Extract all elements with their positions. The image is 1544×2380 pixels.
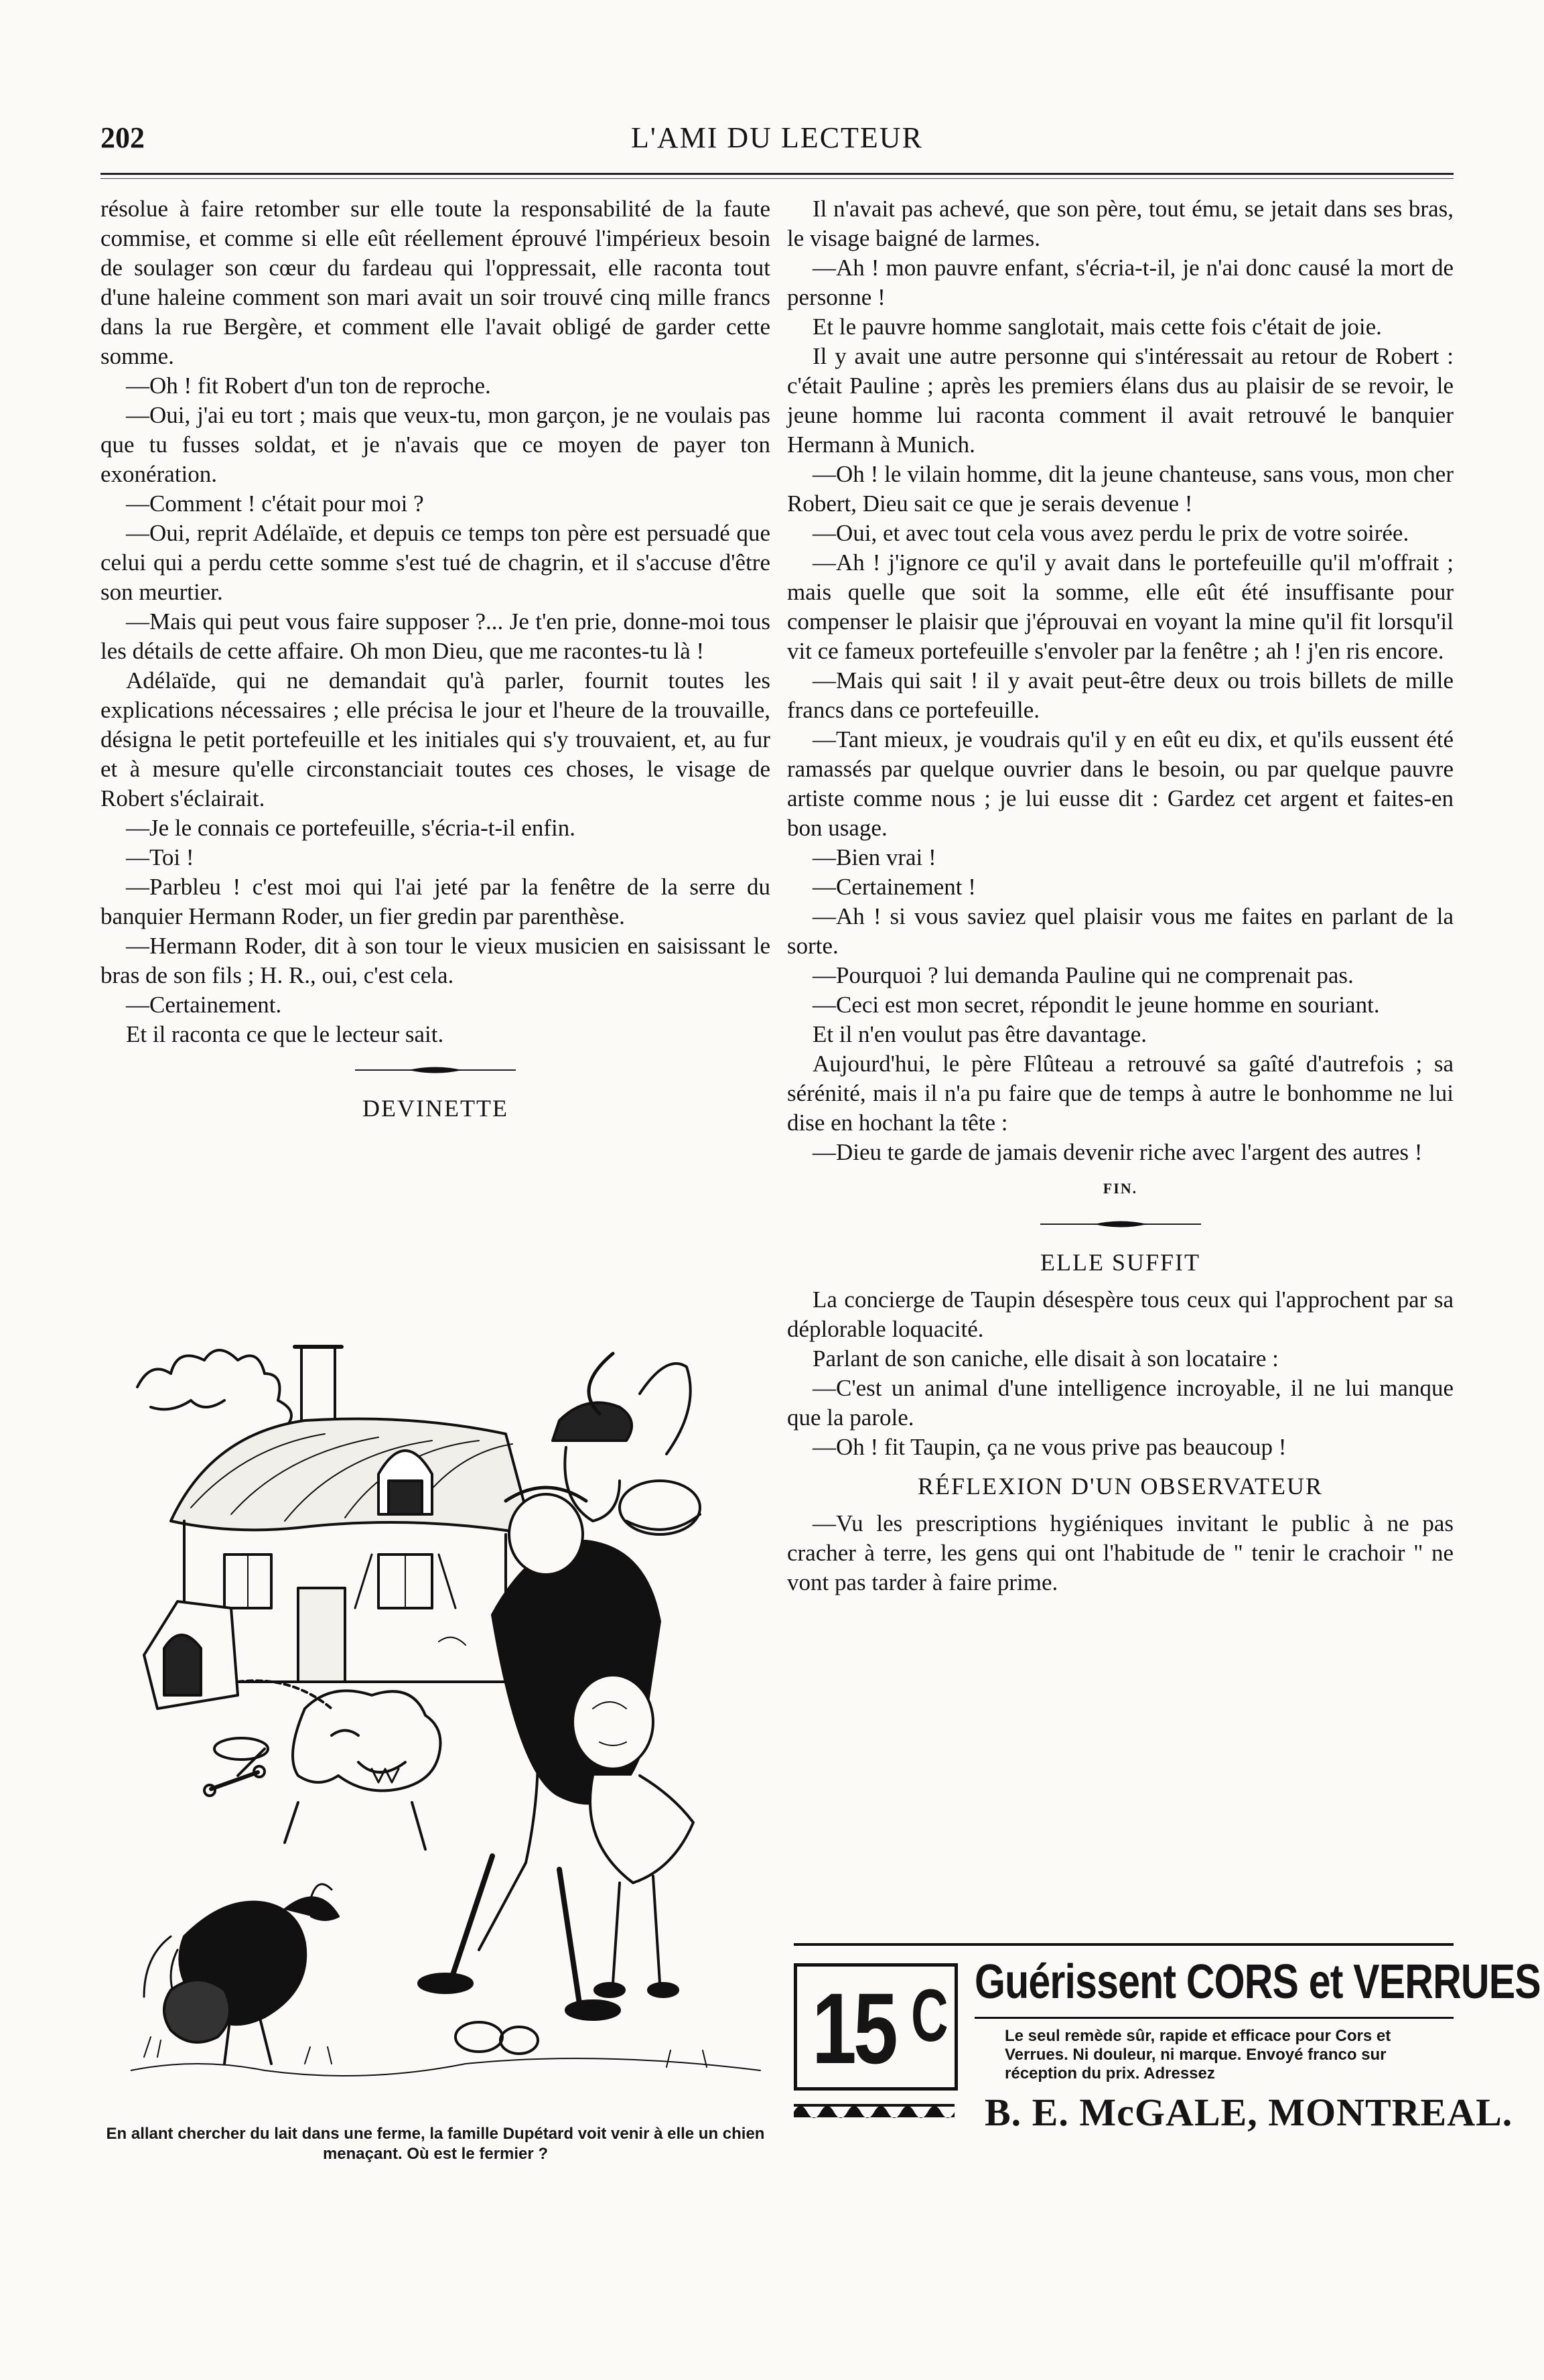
price-unit: C: [911, 1975, 949, 2057]
story-paragraph: —Ah ! si vous saviez quel plaisir vous me faites en parlant de la sorte.: [787, 903, 1454, 959]
story-paragraph: —Ah ! j'ignore ce qu'il y avait dans le portefeuille qu'il m'offrait ; mais quelle que soit la somme, elle eût été insuffisante pour compenser le plaisir que j'éprouvai en voyant la mine qu'il fit lorsqu'il vit ce fameux portefeuille s'envoler par la fenêtre ; ah ! j'en ris encore.: [787, 549, 1454, 664]
story-paragraph: —Mais qui peut vous faire supposer ?... Je t'en prie, donne-moi tous les détails de cette affaire. Oh mon Dieu, que me racontes-tu là !: [100, 608, 770, 664]
story-paragraph: Il y avait une autre personne qui s'intéressait au retour de Robert : c'était Pauline ; après les premiers élans dus au plaisir de se revoir, le jeune homme lui raconta comment il avait retrouvé le banquier Hermann à Munich.: [787, 343, 1454, 458]
advertisement: [794, 1943, 1541, 2144]
story-paragraph: —Bien vrai !: [813, 844, 936, 870]
ad-copy: Le seul remède sûr, rapide et efficace pour Cors et Verrues. Ni douleur, ni marque. Envoyé franco sur réception du prix. Adressez: [1005, 2027, 1391, 2082]
story-paragraph: —Hermann Roder, dit à son tour le vieux musicien en saisissant le bras de son fils ; H. R., oui, c'est cela.: [100, 933, 770, 988]
story-paragraph: —Pourquoi ? lui demanda Pauline qui ne comprenait pas.: [813, 962, 1354, 988]
story-paragraph: résolue à faire retomber sur elle toute la responsabilité de la faute commise, et comme si elle eût réellement éprouvé l'impérieux besoin de soulager son cœur du fardeau qui l'oppressait, elle raconta tout d'une haleine comment son mari avait un soir trouvé cinq mille francs dans la rue Bergère, et comment elle l'avait obligé de garder cette somme.: [100, 196, 770, 369]
header-rule: [100, 173, 1454, 175]
story-paragraph: Et le pauvre homme sanglotait, mais cette fois c'était de joie.: [813, 314, 1382, 340]
story-paragraph: —Oh ! le vilain homme, dit la jeune chanteuse, sans vous, mon cher Robert, Dieu sait ce que je serais devenue !: [787, 461, 1454, 517]
header-rule-thin: [100, 178, 1454, 179]
story-paragraph: Il n'avait pas achevé, que son père, tout ému, se jetait dans ses bras, le visage baigné de larmes.: [787, 196, 1454, 251]
story-paragraph: —Parbleu ! c'est moi qui l'ai jeté par la fenêtre de la serre du banquier Hermann Roder, un fier gredin par parenthèse.: [100, 874, 770, 929]
price-number: 15: [812, 1972, 895, 2085]
story-paragraph: Et il raconta ce que le lecteur sait.: [126, 1021, 444, 1047]
story-paragraph: —Oui, reprit Adélaïde, et depuis ce temps ton père est persuadé que celui qui a perdu cette somme s'est tué de chagrin, et il s'accuse d'être son meurtier.: [100, 520, 770, 605]
section-ornament: [100, 1063, 770, 1087]
story-paragraph: —Dieu te garde de jamais devenir riche avec l'argent des autres !: [813, 1139, 1423, 1165]
ornamental-border-icon: [794, 2099, 955, 2125]
ad-divider: [975, 2017, 1454, 2019]
section-ornament: [787, 1217, 1454, 1241]
price-box: [794, 1963, 958, 2091]
story-paragraph: —Oh ! fit Robert d'un ton de reproche.: [126, 373, 491, 399]
anecdote-paragraph: —Oh ! fit Taupin, ça ne vous prive pas beaucoup !: [813, 1434, 1287, 1460]
right-column: [787, 194, 1454, 1597]
story-paragraph: —Certainement !: [813, 874, 976, 900]
anecdote-paragraph: —C'est un animal d'une intelligence incroyable, il ne lui manque que la parole.: [787, 1375, 1454, 1431]
story-paragraph: —Ah ! mon pauvre enfant, s'écria-t-il, je n'ai donc causé la mort de personne !: [787, 255, 1454, 310]
story-paragraph: —Mais qui sait ! il y avait peut-être deux ou trois billets de mille francs dans ce portefeuille.: [787, 667, 1454, 723]
devinette-illustration: [131, 1333, 764, 2104]
devinette-caption: En allant chercher du lait dans une ferme, la famille Dupétard voit venir à elle un chien menaçant. Où est le fermier ?: [106, 2125, 765, 2163]
ad-rule: [794, 1943, 1454, 1946]
left-column: [100, 194, 770, 1131]
journal-title: L'AMI DU LECTEUR: [631, 121, 923, 154]
page-number: 202: [100, 121, 145, 154]
story-paragraph: —Comment ! c'était pour moi ?: [126, 490, 424, 517]
story-paragraph: —Je le connais ce portefeuille, s'écria-t-il enfin.: [126, 815, 576, 841]
story-paragraph: —Tant mieux, je voudrais qu'il y en eût eu dix, et qu'ils eussent été ramassés par quelque ouvrier dans le besoin, ou par quelque pauvre artiste comme nous ; je lui eusse dit : Gardez cet argent et faites-en bon usage.: [787, 726, 1454, 841]
anecdote-paragraph: La concierge de Taupin désespère tous ceux qui l'approchent par sa déplorable loquacité.: [787, 1286, 1454, 1342]
reflexion-paragraph: —Vu les prescriptions hygiéniques invitant le public à ne pas cracher à terre, les gens qui ont l'habitude de " tenir le crachoir " ne vont pas tarder à faire prime.: [787, 1510, 1454, 1595]
story-paragraph: —Ceci est mon secret, répondit le jeune homme en souriant.: [813, 992, 1380, 1018]
ad-headline: Guérissent CORS et VERRUES: [975, 1955, 1541, 2009]
fin-label: FIN.: [1103, 1180, 1138, 1197]
ad-contact: B. E. McGALE, MONTREAL.: [985, 2091, 1513, 2134]
story-paragraph: —Certainement.: [126, 992, 282, 1018]
story-paragraph: Aujourd'hui, le père Flûteau a retrouvé sa gaîté d'autrefois ; sa sérénité, mais il n'a pu faire que de temps à autre le bonhomme ne lui dise en hochant la tête :: [787, 1051, 1454, 1136]
story-paragraph: —Oui, et avec tout cela vous avez perdu le prix de votre soirée.: [813, 520, 1409, 546]
story-paragraph: Et il n'en voulut pas être davantage.: [813, 1021, 1147, 1047]
story-paragraph: Adélaïde, qui ne demandait qu'à parler, fournit toutes les explications nécessaires ; elle précisa le jour et l'heure de la trouvaille, désigna le petit portefeuille et les initiales qui s'y trouvaient, et, au fur et à mesure qu'elle circonstanciait toutes ces choses, le visage de Robert s'éclairait.: [100, 667, 770, 811]
page-header: [100, 121, 1454, 168]
reflexion-title: RÉFLEXION D'UN OBSERVATEUR: [918, 1473, 1323, 1500]
anecdote-paragraph: Parlant de son caniche, elle disait à son locataire :: [813, 1345, 1279, 1372]
story-paragraph: —Toi !: [126, 844, 194, 870]
devinette-title: DEVINETTE: [362, 1095, 508, 1122]
story-paragraph: —Oui, j'ai eu tort ; mais que veux-tu, mon garçon, je ne voulais pas que tu fusses soldat, et je n'avais que ce moyen de payer ton exonération.: [100, 402, 770, 487]
elle-suffit-title: ELLE SUFFIT: [1040, 1249, 1200, 1276]
